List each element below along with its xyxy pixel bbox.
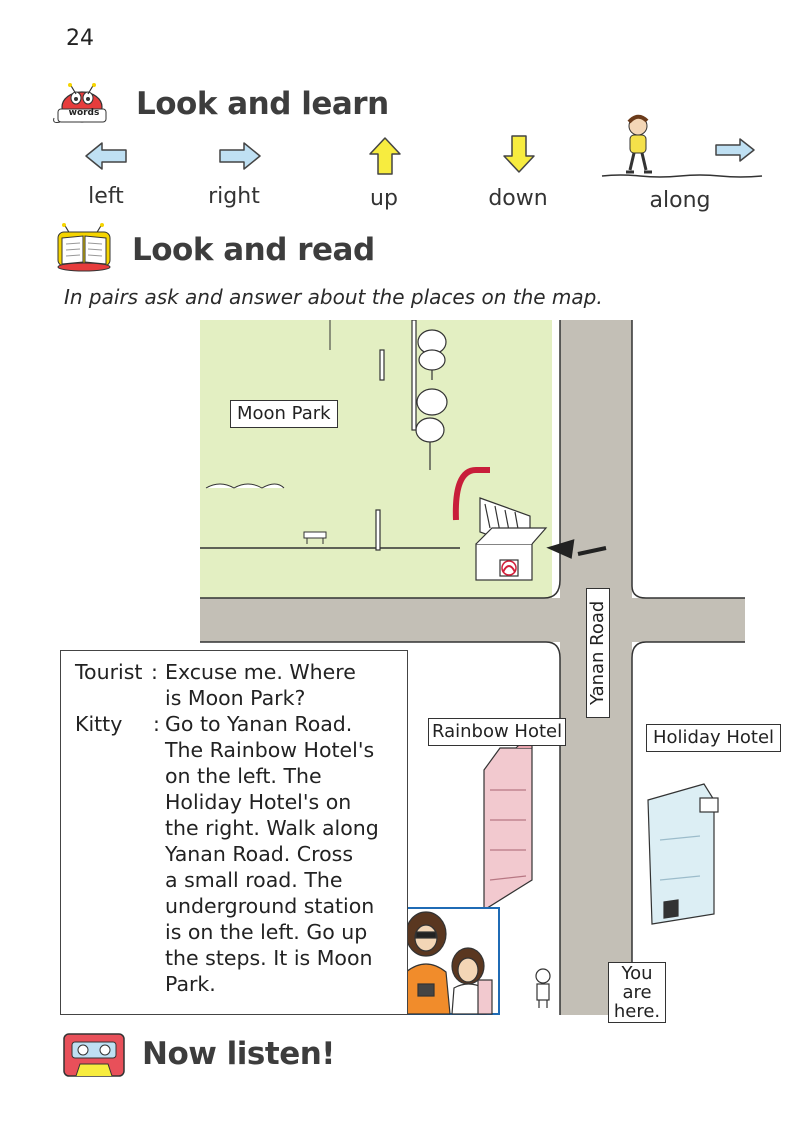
label-you-are-here: [608, 962, 666, 1023]
label-holiday-hotel: Holiday Hotel: [646, 724, 781, 752]
dialog-line: the steps. It is Moon: [165, 946, 373, 970]
dialog-line: underground station: [165, 894, 375, 918]
dialog-line: a small road. The: [165, 868, 343, 892]
dialog-line: the right. Walk along: [165, 816, 379, 840]
speaker-tourist: Tourist: [75, 660, 143, 684]
down-arrow-icon: [502, 134, 536, 178]
page-number: 24: [66, 26, 94, 51]
dialog-line: Park.: [165, 972, 216, 996]
speaker-colon-1: :: [151, 660, 158, 684]
dialog-box: [60, 650, 408, 1015]
dialog-line: is on the left. Go up: [165, 920, 368, 944]
words-icon: [50, 82, 112, 128]
word-right: right: [208, 184, 260, 209]
word-up: up: [370, 186, 398, 211]
words-icon-text: words: [68, 108, 100, 118]
dialog-line: Yanan Road. Cross: [165, 842, 353, 866]
dialog-line: is Moon Park?: [165, 686, 306, 710]
word-along: along: [649, 188, 711, 213]
walking-boy-icon: [600, 112, 765, 186]
label-moon-park: Moon Park: [230, 400, 338, 428]
yanan-road-text: Yanan Road: [587, 600, 609, 705]
look-and-learn-title: Look and learn: [136, 86, 389, 122]
up-arrow-icon: [368, 136, 402, 180]
look-and-read-title: Look and read: [132, 232, 375, 268]
label-rainbow-hotel: Rainbow Hotel: [428, 718, 566, 746]
word-down: down: [488, 186, 548, 211]
instruction-text: In pairs ask and answer about the places on the map.: [64, 285, 603, 309]
you-are-here-line1: You: [621, 963, 653, 984]
you-are-here-line3: here.: [613, 1001, 661, 1022]
now-listen-title: Now listen!: [142, 1036, 335, 1072]
dialog-line: The Rainbow Hotel's: [165, 738, 375, 762]
dialog-line: Holiday Hotel's on: [165, 790, 352, 814]
left-arrow-icon: [84, 140, 128, 176]
label-yanan-road: [586, 588, 610, 718]
right-arrow-icon: [218, 140, 262, 176]
word-left: left: [88, 184, 124, 209]
speaker-kitty: Kitty: [75, 712, 123, 736]
you-are-here-line2: are: [622, 982, 652, 1003]
book-icon: [52, 222, 118, 276]
cassette-icon: [62, 1032, 126, 1082]
dialog-line: Go to Yanan Road.: [165, 712, 353, 736]
dialog-line: on the left. The: [165, 764, 322, 788]
speaker-colon-2: :: [153, 712, 160, 736]
dialog-line: Excuse me. Where: [165, 660, 356, 684]
